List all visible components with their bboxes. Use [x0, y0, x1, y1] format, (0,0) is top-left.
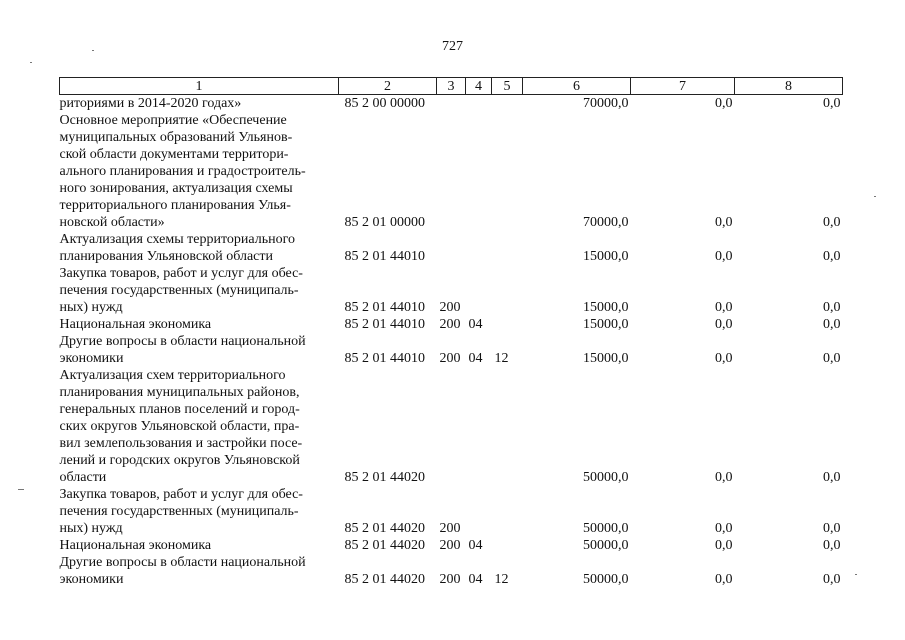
row-name-line: Закупка товаров, работ и услуг для обес-	[59, 266, 303, 281]
row-vr	[437, 95, 466, 113]
header-col-7: 7	[631, 78, 735, 95]
row-code: 85 2 01 44020	[344, 538, 425, 553]
budget-table	[59, 77, 843, 588]
row-rz	[466, 95, 492, 113]
row-value-6: 15000,0	[583, 317, 629, 332]
row-code: 85 2 01 44010	[344, 317, 425, 332]
row-pr	[492, 231, 523, 265]
row-code: 85 2 01 00000	[344, 215, 425, 230]
row-name-line: ального планирования и градостроитель-	[59, 164, 306, 179]
row-name-line: экономики	[59, 351, 124, 366]
row-code: 85 2 01 44010	[344, 300, 425, 315]
row-pr	[492, 95, 523, 113]
row-value-8: 0,0	[823, 572, 841, 587]
table-row	[60, 486, 843, 537]
row-name-line: ных) нужд	[59, 521, 123, 536]
row-name-line: ных) нужд	[59, 300, 123, 315]
row-name-line: Национальная экономика	[59, 317, 212, 332]
header-col-1: 1	[60, 78, 339, 95]
row-code: 85 2 01 44020	[344, 521, 425, 536]
row-name-line: муниципальных образований Ульянов-	[59, 130, 293, 145]
scan-speck	[92, 50, 94, 51]
row-value-6: 15000,0	[583, 351, 629, 366]
table-row	[60, 316, 843, 333]
row-name-line: новской области»	[59, 215, 165, 230]
row-vr: 200	[439, 521, 461, 536]
row-name-line: ской области документами территори-	[59, 147, 289, 162]
row-vr: 200	[439, 317, 461, 332]
header-col-3: 3	[437, 78, 466, 95]
table-row	[60, 231, 843, 265]
table-row	[60, 554, 843, 588]
header-col-2: 2	[339, 78, 437, 95]
row-vr: 200	[439, 351, 461, 366]
row-name	[60, 486, 339, 537]
row-value-6: 50000,0	[583, 521, 629, 536]
row-name-line: печения государственных (муниципаль-	[59, 283, 299, 298]
table-row	[60, 537, 843, 554]
header-col-6: 6	[523, 78, 631, 95]
row-pr	[492, 486, 523, 537]
row-name-line: экономики	[59, 572, 124, 587]
row-rz: 04	[468, 538, 483, 553]
row-pr	[492, 367, 523, 486]
row-vr	[437, 231, 466, 265]
row-name-line: Закупка товаров, работ и услуг для обес-	[59, 487, 303, 502]
row-name-line: ного зонирования, актуализация схемы	[59, 181, 293, 196]
row-value-6: 50000,0	[583, 538, 629, 553]
row-name-line: печения государственных (муниципаль-	[59, 504, 299, 519]
row-value-7: 0,0	[715, 215, 733, 230]
row-value-8: 0,0	[823, 351, 841, 366]
row-value-7: 0,0	[715, 538, 733, 553]
row-rz	[466, 112, 492, 231]
scan-speck	[855, 574, 857, 575]
row-pr	[492, 112, 523, 231]
row-name	[60, 554, 339, 588]
row-value-7: 0,0	[715, 470, 733, 485]
table-row	[60, 265, 843, 316]
table-row	[60, 112, 843, 231]
row-rz	[466, 486, 492, 537]
row-name-line: области	[59, 470, 107, 485]
row-vr: 200	[439, 300, 461, 315]
row-value-7: 0,0	[715, 249, 733, 264]
row-value-8: 0,0	[823, 538, 841, 553]
table-row	[60, 95, 843, 113]
scan-speck	[30, 62, 32, 63]
row-name	[60, 367, 339, 486]
row-code: 85 2 01 44010	[344, 351, 425, 366]
row-name-line: Национальная экономика	[59, 538, 212, 553]
row-pr	[492, 537, 523, 554]
row-value-7: 0,0	[715, 521, 733, 536]
row-vr	[437, 367, 466, 486]
table-row	[60, 333, 843, 367]
row-value-8: 0,0	[823, 215, 841, 230]
table-row	[60, 367, 843, 486]
table-header	[60, 78, 843, 95]
row-name-line: планирования муниципальных районов,	[59, 385, 300, 400]
row-name	[60, 316, 339, 333]
row-name-line: территориального планирования Улья-	[59, 198, 291, 213]
row-code: 85 2 01 44020	[344, 470, 425, 485]
row-name	[60, 112, 339, 231]
row-value-6: 70000,0	[583, 96, 629, 111]
row-code: 85 2 01 44010	[344, 249, 425, 264]
row-name	[60, 333, 339, 367]
row-name-line: Актуализация схем территориального	[59, 368, 286, 383]
row-name	[60, 231, 339, 265]
row-name-line: планирования Ульяновской области	[59, 249, 273, 264]
row-value-7: 0,0	[715, 300, 733, 315]
row-name	[60, 265, 339, 316]
row-value-7: 0,0	[715, 351, 733, 366]
row-name	[60, 95, 339, 113]
row-value-6: 70000,0	[583, 215, 629, 230]
row-name-line: риториями в 2014-2020 годах»	[59, 96, 242, 111]
row-rz: 04	[468, 317, 483, 332]
header-col-5: 5	[492, 78, 523, 95]
row-name-line: Другие вопросы в области национальной	[59, 334, 306, 349]
row-name-line: ских округов Ульяновской области, пра-	[59, 419, 300, 434]
row-value-8: 0,0	[823, 521, 841, 536]
row-name-line: Актуализация схемы территориального	[59, 232, 295, 247]
row-rz	[466, 265, 492, 316]
row-name-line: вил землепользования и застройки посе-	[59, 436, 303, 451]
row-value-8: 0,0	[823, 249, 841, 264]
row-vr	[437, 112, 466, 231]
scan-speck	[874, 196, 876, 197]
row-name	[60, 537, 339, 554]
scan-speck	[18, 489, 24, 490]
table-body	[60, 95, 843, 589]
row-pr: 12	[494, 351, 509, 366]
row-value-6: 50000,0	[583, 470, 629, 485]
row-value-8: 0,0	[823, 470, 841, 485]
row-value-7: 0,0	[715, 96, 733, 111]
row-rz: 04	[468, 351, 483, 366]
header-col-4: 4	[466, 78, 492, 95]
header-col-8: 8	[735, 78, 843, 95]
row-value-8: 0,0	[823, 300, 841, 315]
row-value-6: 15000,0	[583, 249, 629, 264]
row-value-6: 15000,0	[583, 300, 629, 315]
row-vr: 200	[439, 538, 461, 553]
row-rz	[466, 367, 492, 486]
row-value-8: 0,0	[823, 317, 841, 332]
row-name-line: лений и городских округов Ульяновской	[59, 453, 300, 468]
row-value-6: 50000,0	[583, 572, 629, 587]
row-pr	[492, 316, 523, 333]
row-code: 85 2 00 00000	[344, 96, 425, 111]
row-pr	[492, 265, 523, 316]
row-name-line: Основное мероприятие «Обеспечение	[59, 113, 287, 128]
row-name-line: генеральных планов поселений и город-	[59, 402, 300, 417]
row-vr: 200	[439, 572, 461, 587]
row-pr: 12	[494, 572, 509, 587]
page-number: 727	[442, 39, 463, 54]
row-value-7: 0,0	[715, 317, 733, 332]
row-rz: 04	[468, 572, 483, 587]
row-rz	[466, 231, 492, 265]
row-value-7: 0,0	[715, 572, 733, 587]
row-value-8: 0,0	[823, 96, 841, 111]
row-code: 85 2 01 44020	[344, 572, 425, 587]
row-name-line: Другие вопросы в области национальной	[59, 555, 306, 570]
